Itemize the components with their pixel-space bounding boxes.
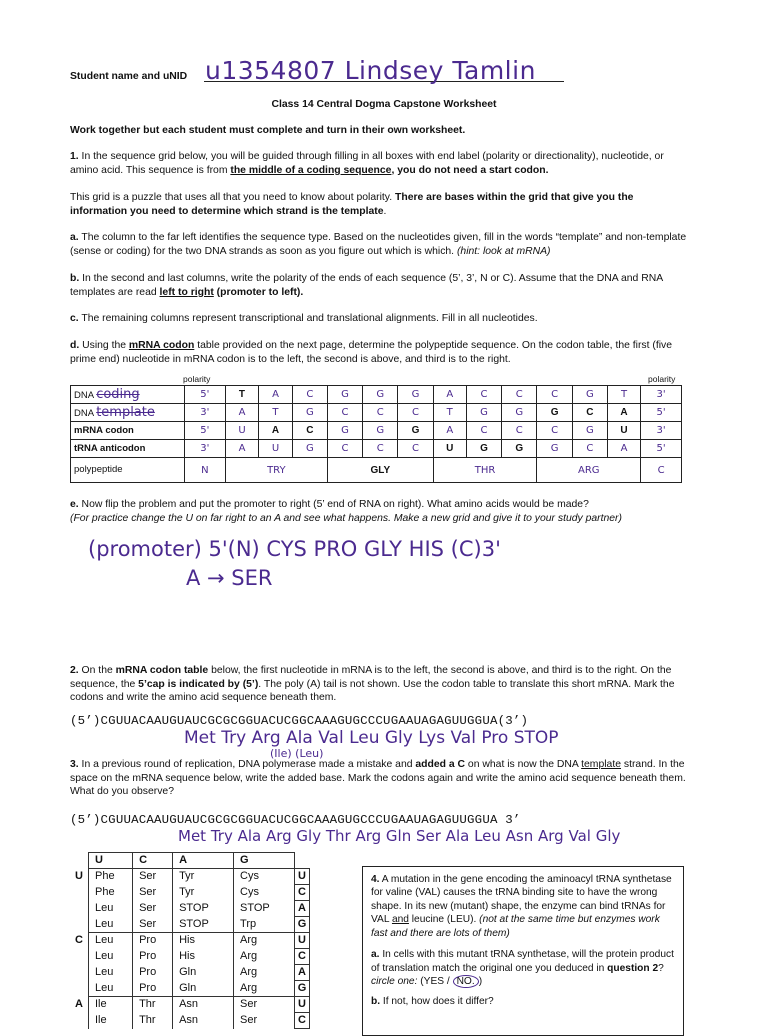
mrna-sequence-q3: (5’)CGUUACAAUGUAUCGCGCGGUACUCGGCAAAGUGCCCUGAAUAGAGUUGGUA 3’ (70, 813, 521, 827)
codon-row (70, 997, 310, 1013)
codon-amino-acid: Phe (89, 869, 133, 885)
codon-row (70, 933, 310, 949)
codon-amino-acid: Leu (89, 949, 133, 965)
question-4a: a. In cells with this mutant tRNA synthetase, will the protein product of translation match the original one you deduced in question 2? circle one: (YES / NO. ) (371, 949, 674, 988)
grid-row (71, 422, 682, 440)
codon-first-base (70, 917, 89, 933)
codon-amino-acid: His (173, 933, 234, 949)
amino-acid-printed: GLY (327, 458, 433, 483)
grid-cell-handwritten[interactable]: G (363, 386, 398, 404)
codon-third-base: C (295, 1013, 310, 1029)
question-1-intro: 1. In the sequence grid below, you will be guided through filling in all boxes with end label (polarity or directionality), nucleotide, or amino acid. This sequence is from the middle of a coding sequence, you do not need a start codon. (70, 151, 664, 176)
sequence-grid (70, 385, 682, 483)
codon-amino-acid: Arg (234, 949, 295, 965)
grid-cell-printed: G (466, 440, 501, 458)
codon-third-base: U (295, 869, 310, 885)
codon-amino-acid: STOP (234, 901, 295, 917)
handwritten-strand-label: coding (96, 387, 140, 402)
codon-row (70, 869, 310, 885)
grid-cell-handwritten[interactable]: C (327, 440, 362, 458)
question-4-text: 4. A mutation in the gene encoding the aminoacyl tRNA synthetase for valine (VAL) causes the tRNA binding site to have the wrong shape. In its new (mutant) shape, the enzyme can bind tRNAs for VAL and leucine (LEU). (not at the same time but enzymes work fast and there are lots of them) (371, 874, 672, 939)
codon-row (70, 949, 310, 965)
puzzle-paragraph: This grid is a puzzle that uses all that you need to know about polarity. There are bases within the grid that give you the information you need to determine which strand is the template. (70, 192, 634, 217)
question-1b: b. In the second and last columns, write the polarity of the ends of each sequence (5’, 3’, N or C). Assume that the DNA and RNA templates are read left to right (promoter to left). (70, 273, 663, 298)
grid-cell-handwritten[interactable]: G (292, 440, 327, 458)
codon-amino-acid: Pro (133, 933, 173, 949)
grid-cell-printed: G (537, 404, 572, 422)
grid-cell-handwritten[interactable]: T (259, 404, 293, 422)
codon-amino-acid: Pro (133, 981, 173, 997)
amino-acid-handwritten[interactable]: TRY (225, 458, 327, 483)
codon-first-base: A (70, 997, 89, 1013)
codon-amino-acid: Ser (234, 1013, 295, 1029)
amino-acid-handwritten[interactable]: C (641, 458, 682, 483)
codon-row (70, 901, 310, 917)
codon-amino-acid: Tyr (173, 869, 234, 885)
polarity-label-left: polarity (183, 374, 211, 384)
question-4-box (362, 866, 684, 1036)
codon-amino-acid: Ser (133, 885, 173, 901)
grid-cell-printed: G (502, 440, 537, 458)
grid-cell-handwritten[interactable]: C (363, 404, 398, 422)
instruction-line: Work together but each student must complete and turn in their own worksheet. (70, 125, 466, 136)
codon-amino-acid: STOP (173, 901, 234, 917)
codon-amino-acid: Cys (234, 885, 295, 901)
codon-amino-acid: Leu (89, 901, 133, 917)
grid-cell-handwritten[interactable]: A (225, 440, 259, 458)
grid-cell-handwritten[interactable]: C (502, 386, 537, 404)
grid-cell-handwritten[interactable]: C (502, 422, 537, 440)
grid-cell-handwritten[interactable]: 5' (641, 440, 682, 458)
codon-amino-acid: Leu (89, 917, 133, 933)
grid-cell-printed: U (433, 440, 466, 458)
codon-amino-acid: Asn (173, 997, 234, 1013)
codon-amino-acid: Phe (89, 885, 133, 901)
polypeptide-row (71, 458, 682, 483)
codon-third-base: U (295, 997, 310, 1013)
codon-second-base: G (234, 853, 295, 869)
codon-amino-acid: Arg (234, 965, 295, 981)
codon-amino-acid: Asn (173, 1013, 234, 1029)
grid-cell-handwritten[interactable]: 5' (641, 404, 682, 422)
grid-row-label: DNA coding (71, 386, 185, 404)
amino-acid-handwritten[interactable]: THR (433, 458, 537, 483)
question-1c: c. The remaining columns represent transcriptional and translational alignments. Fill in all nucleotides. (70, 313, 538, 324)
grid-cell-handwritten[interactable]: 3' (641, 422, 682, 440)
codon-first-base (70, 1013, 89, 1029)
grid-cell-handwritten[interactable]: C (466, 386, 501, 404)
grid-cell-handwritten[interactable]: 5' (185, 422, 226, 440)
codon-header-row (70, 853, 310, 869)
codon-second-base: A (173, 853, 234, 869)
amino-acid-handwritten[interactable]: N (185, 458, 226, 483)
grid-cell-handwritten[interactable]: 3' (185, 440, 226, 458)
handwritten-strand-label: template (96, 405, 155, 421)
grid-cell-handwritten[interactable]: A (433, 422, 466, 440)
mrna-sequence-q2: (5’)CGUUACAAUGUAUCGCGCGGUACUCGGCAAAGUGCCCUGAAUAGAGUUGGUA(3’) (70, 714, 529, 728)
codon-first-base (70, 901, 89, 917)
question-2: 2. On the mRNA codon table below, the first nucleotide in mRNA is to the left, the second is above, and third is to the right. On the sequence, the 5’cap is indicated by (5’). The poly (A) tail is not shown. Use the codon table to translate this short mRNA. Mark the codons and write the amino acid sequence beneath them. (70, 665, 675, 704)
codon-row (70, 965, 310, 981)
codon-first-base (70, 949, 89, 965)
codon-third-base: C (295, 885, 310, 901)
grid-cell-handwritten[interactable]: U (259, 440, 293, 458)
grid-cell-handwritten[interactable]: C (572, 440, 607, 458)
grid-cell-handwritten[interactable]: 3' (185, 404, 226, 422)
codon-amino-acid: Ile (89, 997, 133, 1013)
codon-amino-acid: Thr (133, 1013, 173, 1029)
grid-cell-handwritten[interactable]: G (363, 422, 398, 440)
grid-cell-printed: A (259, 422, 293, 440)
grid-cell-handwritten[interactable]: C (292, 386, 327, 404)
question-1e: e. Now flip the problem and put the promoter to right (5’ end of RNA on right). What amino acids would be made? (For practice change the U on far right to an A and see what happens. Make a new grid and give it to your study partner) (70, 499, 622, 524)
grid-row (71, 404, 682, 422)
grid-cell-handwritten[interactable]: U (225, 422, 259, 440)
circled-no-answer[interactable]: NO. (453, 975, 479, 988)
amino-acid-handwritten[interactable]: ARG (537, 458, 641, 483)
codon-third-base: U (295, 933, 310, 949)
question-1d: d. Using the mRNA codon table provided on the next page, determine the polypeptide sequence. On the codon table, the first (five prime end) nucleotide in mRNA codon is to the left, the second is above, and third is to the right. (70, 340, 673, 365)
grid-cell-handwritten[interactable]: G (502, 404, 537, 422)
grid-cell-handwritten[interactable]: G (537, 440, 572, 458)
grid-cell-printed: G (398, 422, 433, 440)
grid-cell-handwritten[interactable]: G (292, 404, 327, 422)
codon-amino-acid: Ile (89, 1013, 133, 1029)
handwritten-translation-q3[interactable]: Met Try Ala Arg Gly Thr Arg Gln Ser Ala Leu Asn Arg Val Gly (178, 827, 621, 845)
grid-cell-printed: C (292, 422, 327, 440)
grid-row (71, 386, 682, 404)
grid-cell-handwritten[interactable]: G (572, 386, 607, 404)
handwritten-answer-1e-note[interactable]: A → SER (186, 566, 273, 590)
grid-cell-handwritten[interactable]: G (572, 422, 607, 440)
codon-row (70, 981, 310, 997)
handwritten-answer-1e[interactable]: (promoter) 5'(N) CYS PRO GLY HIS (C)3' (88, 537, 501, 561)
codon-second-base: U (89, 853, 133, 869)
codon-row (70, 917, 310, 933)
grid-cell-handwritten[interactable]: G (466, 404, 501, 422)
grid-row-label: tRNA anticodon (71, 440, 185, 458)
codon-first-base (70, 981, 89, 997)
codon-first-base: U (70, 869, 89, 885)
grid-cell-handwritten[interactable]: T (607, 386, 640, 404)
codon-amino-acid: Arg (234, 933, 295, 949)
codon-third-base: A (295, 965, 310, 981)
grid-cell-printed: T (225, 386, 259, 404)
grid-cell-handwritten[interactable]: C (327, 404, 362, 422)
grid-cell-handwritten[interactable]: C (466, 422, 501, 440)
codon-second-base: C (133, 853, 173, 869)
grid-cell-printed: C (572, 404, 607, 422)
grid-cell-handwritten[interactable]: C (363, 440, 398, 458)
grid-row (71, 440, 682, 458)
codon-amino-acid: Pro (133, 965, 173, 981)
grid-cell-handwritten[interactable]: A (433, 386, 466, 404)
codon-amino-acid: Pro (133, 949, 173, 965)
codon-amino-acid: Gln (173, 981, 234, 997)
codon-first-base (70, 885, 89, 901)
codon-amino-acid: Ser (133, 917, 173, 933)
grid-row-label: DNA template (71, 404, 185, 422)
codon-amino-acid: Ser (234, 997, 295, 1013)
codon-row (70, 885, 310, 901)
student-name-label: Student name and uNID (70, 71, 188, 82)
polarity-label-right: polarity (648, 374, 676, 384)
question-1a: a. The column to the far left identifies the sequence type. Based on the nucleotides given, fill in the words “template” and non-template (sense or coding) for the two DNA strands as soon as you figure out which is which. (hint: look at mRNA) (70, 232, 687, 257)
codon-amino-acid: Ser (133, 869, 173, 885)
grid-cell-handwritten[interactable]: G (327, 386, 362, 404)
codon-amino-acid: Tyr (173, 885, 234, 901)
codon-third-base: G (295, 981, 310, 997)
handwritten-student-name[interactable]: u1354807 Lindsey Tamlin (205, 56, 536, 85)
grid-cell-handwritten[interactable]: G (398, 386, 433, 404)
grid-cell-printed: A (607, 404, 640, 422)
codon-amino-acid: Arg (234, 981, 295, 997)
codon-amino-acid: Leu (89, 981, 133, 997)
codon-amino-acid: Leu (89, 965, 133, 981)
grid-cell-printed: U (607, 422, 640, 440)
codon-amino-acid: Thr (133, 997, 173, 1013)
codon-row (70, 1013, 310, 1029)
grid-cell-handwritten[interactable]: A (607, 440, 640, 458)
grid-cell-handwritten[interactable]: 5' (185, 386, 226, 404)
question-4b: b. If not, how does it differ? (371, 995, 494, 1007)
handwritten-translation-q2[interactable]: Met Try Arg Ala Val Leu Gly Lys Val Pro STOP (184, 728, 559, 748)
codon-third-base: G (295, 917, 310, 933)
codon-amino-acid: Leu (89, 933, 133, 949)
grid-cell-handwritten[interactable]: A (225, 404, 259, 422)
codon-first-base: C (70, 933, 89, 949)
grid-cell-handwritten[interactable]: C (537, 422, 572, 440)
codon-first-base (70, 965, 89, 981)
codon-amino-acid: Cys (234, 869, 295, 885)
grid-cell-handwritten[interactable]: G (327, 422, 362, 440)
grid-cell-handwritten[interactable]: C (537, 386, 572, 404)
worksheet-title: Class 14 Central Dogma Capstone Worksheet (271, 99, 497, 110)
handwritten-note-q2[interactable]: (Ile) (Leu) (270, 747, 324, 760)
codon-amino-acid: Trp (234, 917, 295, 933)
codon-third-base: A (295, 901, 310, 917)
grid-cell-handwritten[interactable]: C (398, 440, 433, 458)
codon-amino-acid: STOP (173, 917, 234, 933)
codon-table (70, 852, 310, 1029)
polypeptide-label: polypeptide (71, 458, 185, 483)
grid-cell-handwritten[interactable]: T (433, 404, 466, 422)
grid-cell-handwritten[interactable]: A (259, 386, 293, 404)
codon-amino-acid: Gln (173, 965, 234, 981)
question-3: 3. In a previous round of replication, DNA polymerase made a mistake and added a C on what is now the DNA template strand. In the space on the mRNA sequence below, write the added base. Mark the codons again and write the amino acid sequence beneath them. What do you observe? (70, 759, 686, 798)
grid-cell-handwritten[interactable]: 3' (641, 386, 682, 404)
codon-amino-acid: His (173, 949, 234, 965)
codon-amino-acid: Ser (133, 901, 173, 917)
grid-row-label: mRNA codon (71, 422, 185, 440)
grid-cell-handwritten[interactable]: C (398, 404, 433, 422)
codon-third-base: C (295, 949, 310, 965)
